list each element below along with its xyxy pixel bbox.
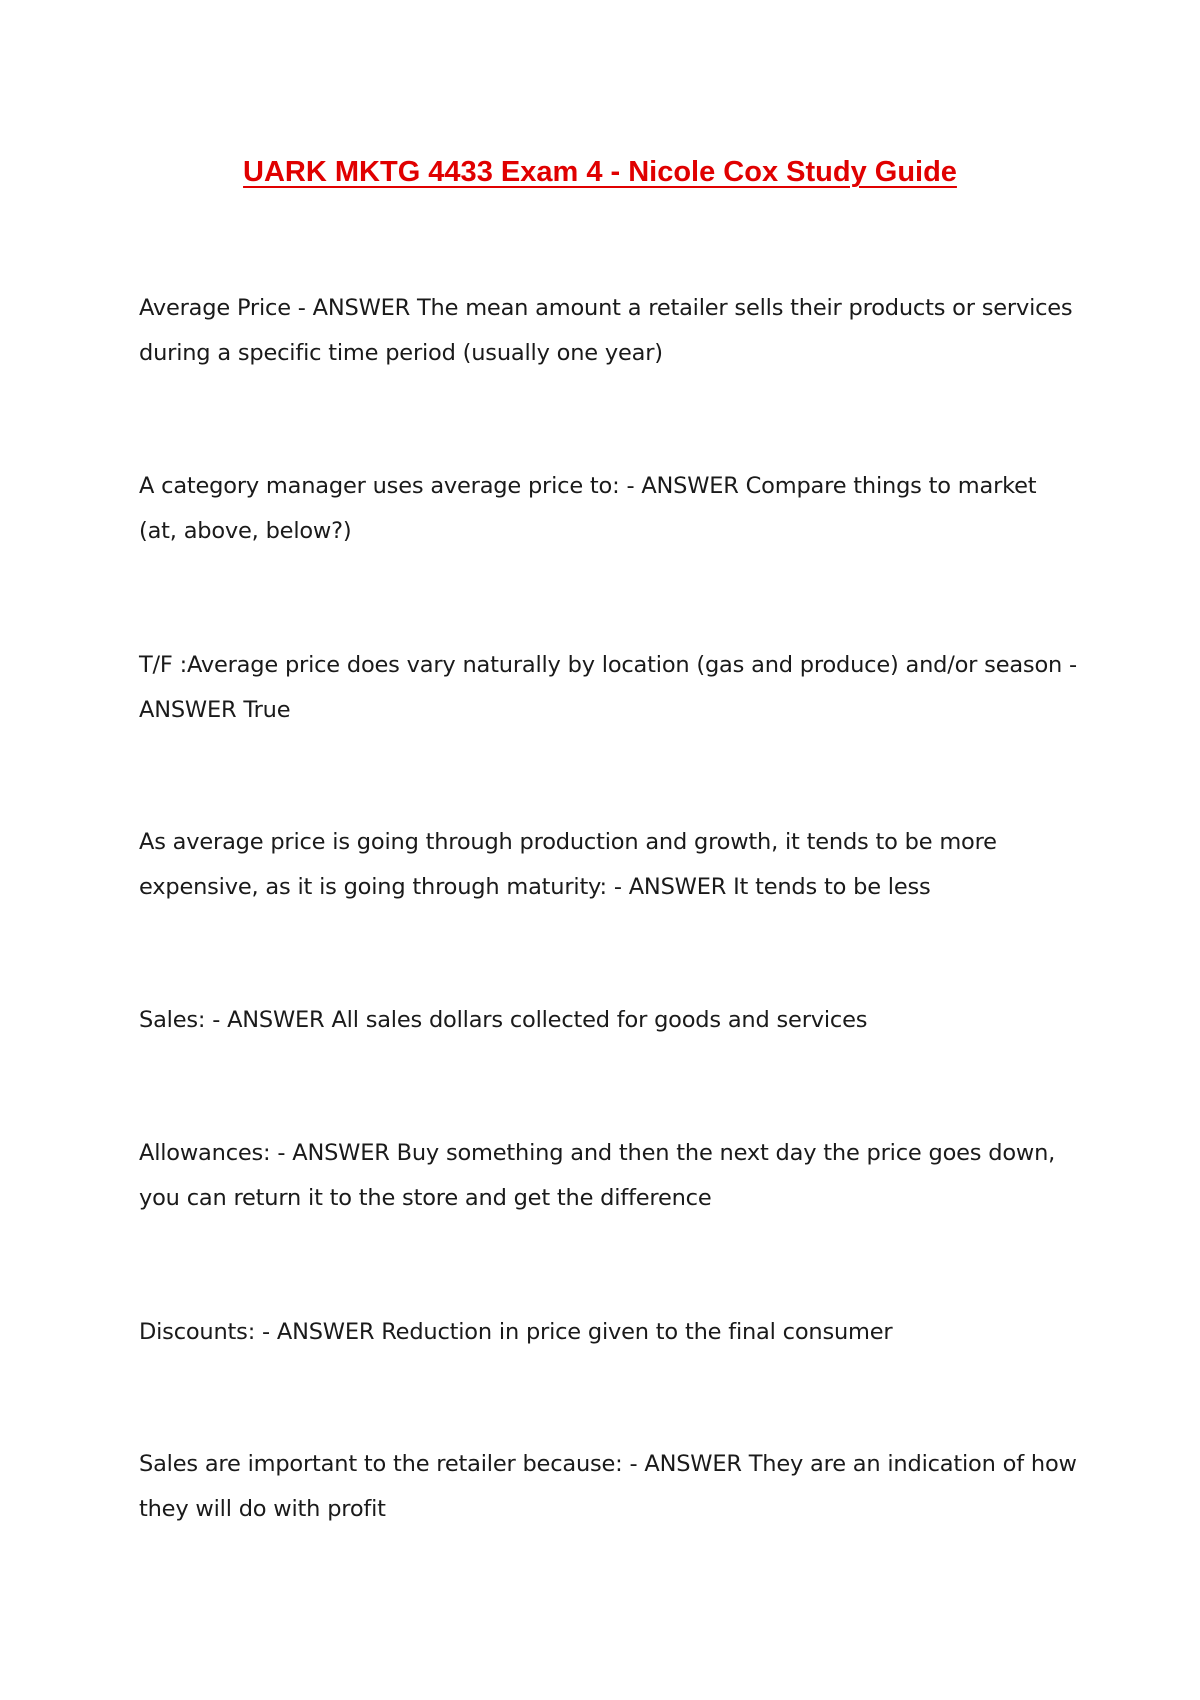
qa-entry-allowances: Allowances: - ANSWER Buy something and then the next day the price goes down, you can return it to the store and get the difference — [139, 1140, 1056, 1211]
qa-entry-price-variation: T/F :Average price does vary naturally by location (gas and produce) and/or season - ANSWER True — [139, 652, 1077, 723]
qa-entry-sales-importance: Sales are important to the retailer because: - ANSWER They are an indication of how they will do with profit — [139, 1451, 1077, 1522]
qa-entry-sales: Sales: - ANSWER All sales dollars collected for goods and services — [139, 1007, 868, 1033]
qa-entry-discounts: Discounts: - ANSWER Reduction in price given to the final consumer — [139, 1319, 893, 1345]
qa-entry-category-manager: A category manager uses average price to: - ANSWER Compare things to market (at, above, below?) — [139, 473, 1037, 544]
qa-entry-price-lifecycle: As average price is going through production and growth, it tends to be more expensive, as it is going through maturity: - ANSWER It tends to be less — [139, 829, 997, 900]
qa-entry-average-price: Average Price - ANSWER The mean amount a retailer sells their products or services during a specific time period (usually one year) — [139, 295, 1073, 366]
document-title: UARK MKTG 4433 Exam 4 - Nicole Cox Study Guide — [243, 156, 957, 188]
